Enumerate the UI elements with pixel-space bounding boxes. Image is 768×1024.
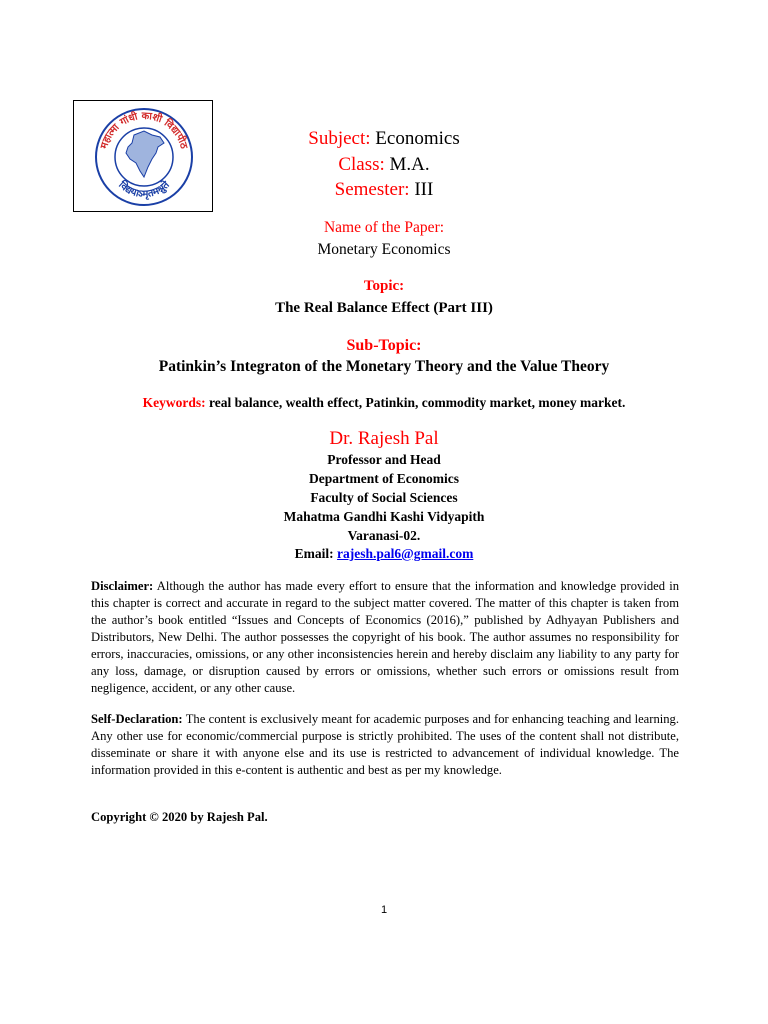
disclaimer-text: Although the author has made every effort to ensure that the information and knowledge provided in this chapter is correct and accurate in regard to the subject matter covered. The matter of this chapter is taken from the author’s book entitled “Issues and Concepts of Economics (2016),” published by Adhyayan Publishers and Distributors, New Delhi. The author possesses the copyright of his book. The author assumes no responsibility for errors, inaccuracies, omissions, or any other inconsistencies herein and hereby disclaim any liability to any party for any loss, damage, or disruption caused by errors or omissions, whether such errors or omissions result from negligence, accident, or any other cause.: [91, 579, 679, 695]
subject-line: [0, 128, 768, 150]
paper-value: Monetary Economics: [317, 241, 451, 258]
class-value: M.A.: [389, 154, 430, 175]
subject-value: Economics: [375, 128, 460, 149]
self-declaration-text: The content is exclusively meant for academic purposes and for enhancing teaching and learning. Any other use for economic/commercial purpose is strictly prohibited. The uses of the content shall not distribute, disseminate or share it with anyone else and its use is restricted to advancement of individual knowledge. The information provided in this e-content is authentic and best as per my knowledge.: [91, 712, 679, 777]
author-name: Dr. Rajesh Pal: [329, 428, 439, 449]
class-line: [0, 154, 768, 176]
keywords-label: Keywords:: [142, 395, 206, 410]
copyright-notice: Copyright © 2020 by Rajesh Pal.: [91, 810, 268, 824]
author-university: Mahatma Gandhi Kashi Vidyapith: [283, 509, 485, 524]
semester-value: III: [414, 179, 434, 200]
self-declaration-paragraph: [91, 711, 679, 779]
subject-label: Subject:: [308, 128, 371, 149]
author-position: Professor and Head: [327, 452, 441, 467]
semester-label: Semester:: [334, 179, 410, 200]
self-declaration-label: Self-Declaration:: [91, 712, 183, 726]
class-label: Class:: [338, 154, 385, 175]
subtopic-label: Sub-Topic:: [346, 337, 422, 354]
logo-bottom-text: विद्ययाऽमृतमश्नुते: [116, 179, 172, 201]
topic-value: The Real Balance Effect (Part III): [275, 300, 493, 316]
semester-line: [0, 179, 768, 201]
author-department: Department of Economics: [309, 471, 459, 486]
disclaimer-paragraph: [91, 578, 679, 697]
keywords-line: [0, 395, 768, 411]
page-number: 1: [380, 904, 388, 916]
keywords-value: real balance, wealth effect, Patinkin, commodity market, money market.: [209, 395, 626, 410]
paper-label: Name of the Paper:: [323, 219, 445, 236]
disclaimer-label: Disclaimer:: [91, 579, 154, 593]
author-city: Varanasi-02.: [347, 528, 421, 543]
email-label: Email:: [294, 546, 334, 561]
logo-top-text: महात्मा गांधी काशी विद्यापीठ: [99, 110, 189, 151]
topic-label: Topic:: [363, 278, 405, 294]
author-email-line: [0, 546, 768, 562]
author-faculty: Faculty of Social Sciences: [310, 490, 458, 505]
subtopic-value: Patinkin’s Integraton of the Monetary Theory and the Value Theory: [158, 358, 610, 375]
email-link[interactable]: rajesh.pal6@gmail.com: [337, 546, 474, 561]
